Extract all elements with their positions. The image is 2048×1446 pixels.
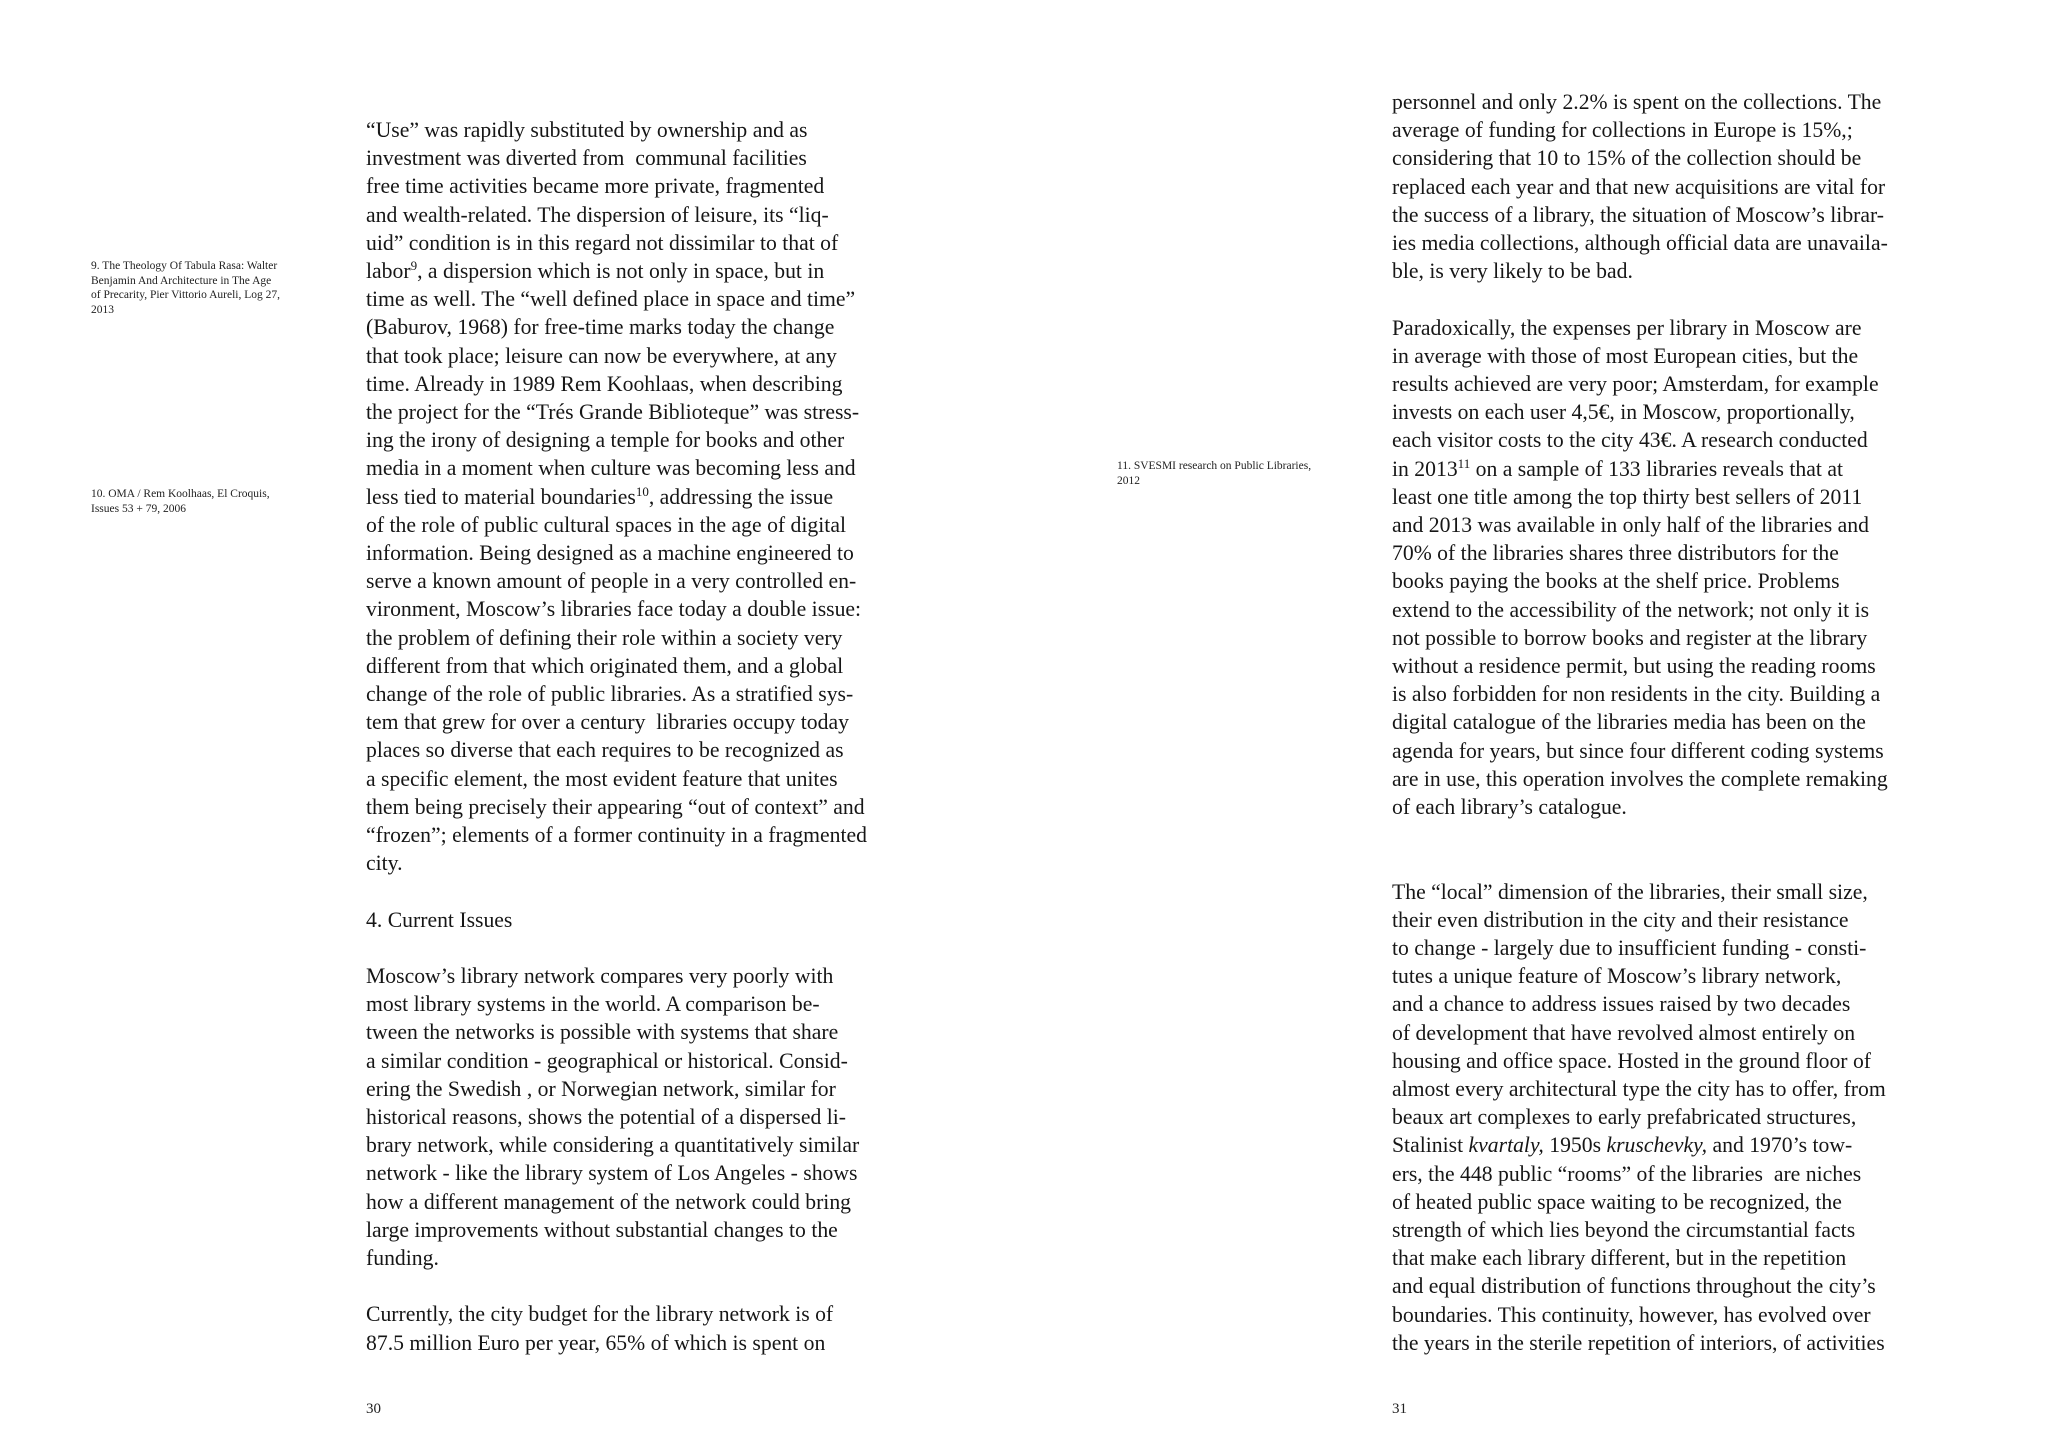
text-segment: on a sample of 133 libraries reveals that at [1470,456,1843,481]
text-line: 4. Current Issues [366,907,513,932]
text-line: ies media collections, although official data are unavaila- [1392,231,1888,256]
text-line: a specific element, the most evident feature that unites [366,766,838,791]
text-line: and equal distribution of functions throughout the city’s [1392,1274,1876,1299]
text-line: least one title among the top thirty best sellers of 2011 [1392,484,1863,509]
text-segment: , a dispersion which is not only in space, but in [417,259,825,284]
text-line: of heated public space waiting to be recognized, the [1392,1189,1842,1214]
text-segment: 1950s [1543,1133,1607,1158]
text-line: The “local” dimension of the libraries, their small size, [1392,879,1868,904]
text-line: strength of which lies beyond the circumstantial facts [1392,1218,1856,1243]
text-line: boundaries. This continuity, however, has evolved over [1392,1302,1871,1327]
text-line: ers, the 448 public “rooms” of the libraries are niches [1392,1161,1862,1186]
text-line: uid” condition is in this regard not dissimilar to that of [366,230,839,255]
text-line: of the role of public cultural spaces in the age of digital [366,512,846,537]
text-line [1392,1131,1888,1159]
text-line: time. Already in 1989 Rem Koohlaas, when describing [366,371,843,396]
right-body-text [1392,88,1888,1357]
text-segment: Stalinist [1392,1133,1469,1158]
text-line: agenda for years, but since four different coding systems [1392,738,1884,763]
text-segment: labor [366,259,411,284]
footnote-9 [91,259,280,317]
footnote-ref: 9 [410,258,418,274]
text-line: time as well. The “well defined place in space and time” [366,287,856,312]
text-segment: and 1970’s tow- [1707,1133,1853,1158]
text-line: tem that grew for over a century libraries occupy today [366,710,849,735]
text-line: different from that which originated them, and a global [366,653,844,678]
paragraph-gap [1392,849,1888,877]
text-segment: , addressing the issue [648,484,834,509]
text-line: funding. [366,1246,439,1271]
page-number-right: 31 [1392,1401,1407,1417]
text-line: 70% of the libraries shares three distributors for the [1392,541,1839,566]
text-line: average of funding for collections in Europe is 15%,; [1392,118,1853,143]
text-line: tween the networks is possible with systems that share [366,1020,839,1045]
text-line: and 2013 was available in only half of the libraries and [1392,513,1869,538]
text-segment: in 2013 [1392,456,1458,481]
text-line: 87.5 million Euro per year, 65% of which is spent on [366,1330,826,1355]
text-line: are in use, this operation involves the complete remaking [1392,766,1888,791]
text-line: digital catalogue of the libraries media has been on the [1392,710,1866,735]
footnote-10 [91,487,270,516]
paragraph-gap [366,877,867,905]
text-line [1392,455,1888,483]
text-line: is also forbidden for non residents in the city. Building a [1392,682,1881,707]
paragraph-gap [366,934,867,962]
text-line [366,483,867,511]
text-line: extend to the accessibility of the network; not only it is [1392,597,1870,622]
text-line: each visitor costs to the city 43€. A research conducted [1392,428,1868,453]
text-segment: less tied to material boundaries [366,484,636,509]
footnote-line: of Precarity, Pier Vittorio Aureli, Log 27, [91,289,281,301]
text-line: Currently, the city budget for the library network is of [366,1302,834,1327]
text-line: network - like the library system of Los Angeles - shows [366,1161,858,1186]
text-line [366,257,867,285]
italic-term: kruschevky, [1606,1133,1708,1158]
text-line: without a residence permit, but using the reading rooms [1392,654,1876,679]
text-line: ble, is very likely to be bad. [1392,259,1633,284]
text-line: personnel and only 2.2% is spent on the collections. The [1392,90,1882,114]
text-line: in average with those of most European cities, but the [1392,343,1859,368]
footnote-11 [1117,459,1311,488]
text-line: beaux art complexes to early prefabricated structures, [1392,1105,1857,1130]
text-line: that took place; leisure can now be everywhere, at any [366,343,837,368]
text-line: of development that have revolved almost entirely on [1392,1020,1856,1045]
text-line: the project for the “Trés Grande Biblioteque” was stress- [366,400,860,425]
text-line: free time activities became more private, fragmented [366,174,825,199]
text-line: of each library’s catalogue. [1392,795,1627,820]
italic-term: kvartaly, [1468,1133,1544,1158]
text-line: historical reasons, shows the potential of a dispersed li- [366,1105,847,1130]
footnote-line: 2013 [91,303,114,316]
text-line: Moscow’s library network compares very poorly with [366,964,834,989]
text-line: not possible to borrow books and register at the library [1392,625,1868,650]
text-line: serve a known amount of people in a very controlled en- [366,569,857,594]
text-line: that make each library different, but in the repetition [1392,1246,1847,1271]
text-line: invests on each user 4,5€, in Moscow, proportionally, [1392,400,1855,425]
footnote-line: 9. The Theology Of Tabula Rasa: Walter [91,260,278,272]
text-line: to change - largely due to insufficient funding - consti- [1392,936,1867,961]
text-line: vironment, Moscow’s libraries face today a double issue: [366,597,862,622]
text-line: a similar condition - geographical or historical. Consid- [366,1048,848,1073]
page-number-left: 30 [366,1401,381,1417]
footnote-ref: 11 [1457,455,1471,471]
text-line: the problem of defining their role within a society very [366,625,843,650]
text-line: how a different management of the network could bring [366,1189,852,1214]
text-line: investment was diverted from communal facilities [366,146,807,171]
text-line: housing and office space. Hosted in the ground floor of [1392,1048,1872,1073]
text-line: and a chance to address issues raised by two decades [1392,992,1851,1017]
text-line: ing the irony of designing a temple for books and other [366,428,845,453]
footnote-line: 10. OMA / Rem Koolhaas, El Croquis, [91,488,270,500]
text-line: them being precisely their appearing “out of context” and [366,794,865,819]
paragraph-gap [1392,821,1888,849]
paragraph-gap [366,1272,867,1300]
text-line: tutes a unique feature of Moscow’s library network, [1392,964,1842,989]
text-line: most library systems in the world. A comparison be- [366,992,820,1017]
text-line: change of the role of public libraries. As a stratified sys- [366,682,854,707]
text-line: information. Being designed as a machine engineered to [366,541,854,566]
text-line: almost every architectural type the city has to offer, from [1392,1077,1886,1102]
footnote-line: 2012 [1117,474,1140,487]
footnote-line: Benjamin And Architecture in The Age [91,274,272,287]
paragraph-gap [1392,285,1888,313]
text-line: books paying the books at the shelf price. Problems [1392,569,1840,594]
text-line: large improvements without substantial changes to the [366,1217,838,1242]
text-line: brary network, while considering a quantitatively similar [366,1133,860,1158]
text-line: considering that 10 to 15% of the collection should be [1392,146,1862,171]
text-line: results achieved are very poor; Amsterdam, for example [1392,372,1879,397]
footnote-line: Issues 53 + 79, 2006 [91,502,186,515]
text-line: their even distribution in the city and their resistance [1392,907,1849,932]
text-line: ering the Swedish , or Norwegian network, similar for [366,1076,836,1101]
text-line: replaced each year and that new acquisitions are vital for [1392,174,1886,199]
text-line: the years in the sterile repetition of interiors, of activities [1392,1330,1885,1355]
text-line: “Use” was rapidly substituted by ownership and as [366,118,808,142]
text-line: “frozen”; elements of a former continuity in a fragmented [366,823,868,848]
text-line: media in a moment when culture was becoming less and [366,456,856,481]
text-line: Paradoxically, the expenses per library in Moscow are [1392,315,1862,340]
footnote-line: 11. SVESMI research on Public Libraries, [1117,460,1312,472]
text-line: (Baburov, 1968) for free-time marks today the change [366,315,835,340]
text-line: places so diverse that each requires to be recognized as [366,738,844,763]
text-line: city. [366,851,403,876]
text-line: the success of a library, the situation of Moscow’s librar- [1392,202,1885,227]
text-line: and wealth-related. The dispersion of leisure, its “liq- [366,202,829,227]
footnote-ref: 10 [635,483,649,499]
left-body-text [366,116,867,1357]
